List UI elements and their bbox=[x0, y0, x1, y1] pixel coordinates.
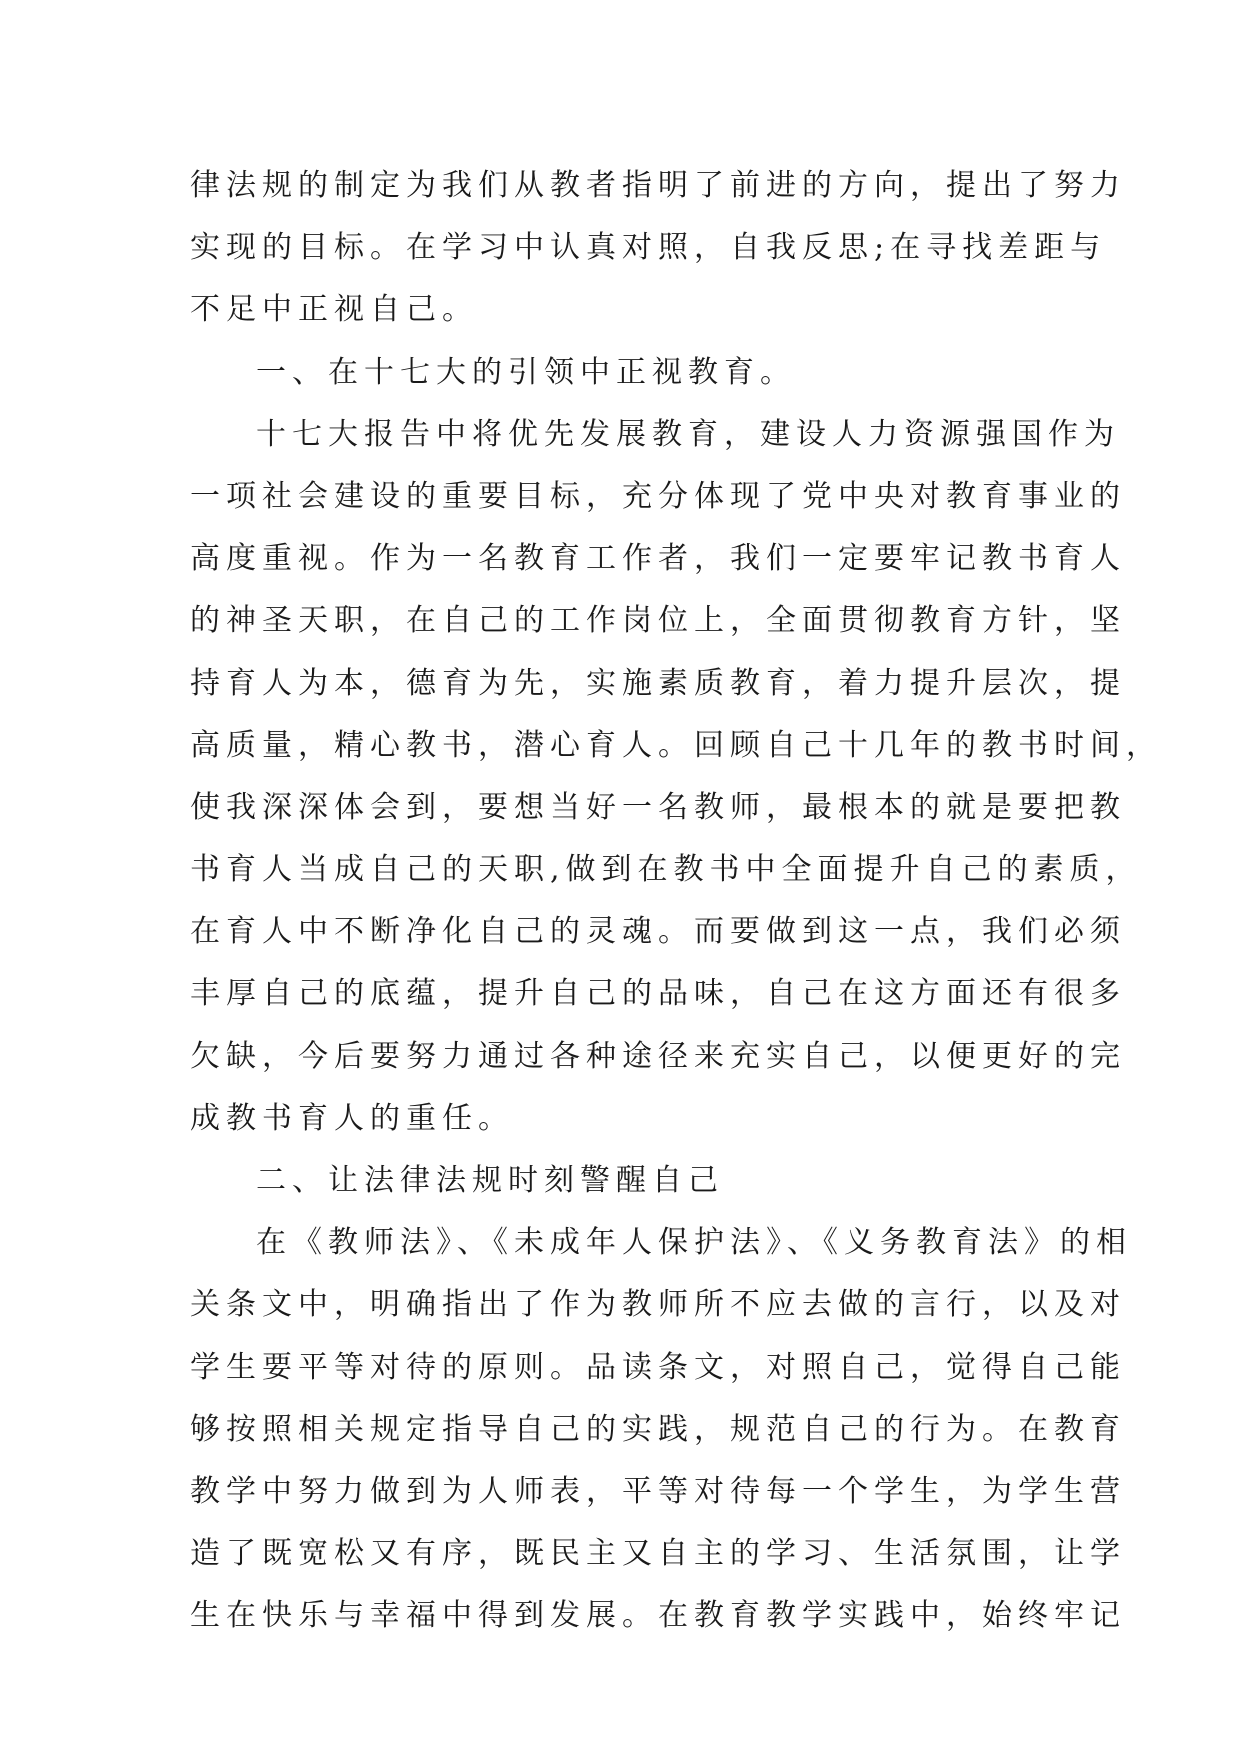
document-body bbox=[190, 155, 1162, 1648]
text-line: 高度重视。作为一名教育工作者，我们一定要牢记教书育人 bbox=[190, 541, 1126, 577]
text-line: 够按照相关规定指导自己的实践，规范自己的行为。在教育 bbox=[190, 1411, 1126, 1447]
text-line: 实现的目标。在学习中认真对照，自我反思;在寻找差距与 bbox=[190, 230, 1107, 266]
text-line: 在《教师法》、《未成年人保护法》、《义务教育法》的相 bbox=[256, 1225, 1132, 1261]
text-line: 学生要平等对待的原则。品读条文，对照自己，觉得自己能 bbox=[190, 1349, 1126, 1385]
text-line: 在育人中不断净化自己的灵魂。而要做到这一点，我们必须 bbox=[190, 914, 1126, 950]
text-line: 成教书育人的重任。 bbox=[190, 1100, 514, 1136]
text-line: 使我深深体会到，要想当好一名教师，最根本的就是要把教 bbox=[190, 789, 1126, 825]
text-line: 书育人当成自己的天职,做到在教书中全面提升自己的素质， bbox=[190, 852, 1142, 888]
text-line: 一项社会建设的重要目标，充分体现了党中央对教育事业的 bbox=[190, 478, 1126, 514]
text-line: 欠缺，今后要努力通过各种途径来充实自己，以便更好的完 bbox=[190, 1038, 1126, 1074]
text-line: 的神圣天职，在自己的工作岗位上，全面贯彻教育方针，坚 bbox=[190, 603, 1126, 639]
text-line: 不足中正视自己。 bbox=[190, 292, 478, 328]
text-line: 关条文中，明确指出了作为教师所不应去做的言行，以及对 bbox=[190, 1287, 1126, 1323]
text-line: 生在快乐与幸福中得到发展。在教育教学实践中，始终牢记 bbox=[190, 1598, 1126, 1634]
text-line: 律法规的制定为我们从教者指明了前进的方向，提出了努力 bbox=[190, 168, 1126, 203]
text-line: 教学中努力做到为人师表，平等对待每一个学生，为学生营 bbox=[190, 1473, 1126, 1509]
text-line: 造了既宽松又有序，既民主又自主的学习、生活氛围，让学 bbox=[190, 1536, 1126, 1572]
section-heading-1: 一、在十七大的引领中正视教育。 bbox=[256, 354, 796, 390]
text-line: 丰厚自己的底蕴，提升自己的品味，自己在这方面还有很多 bbox=[190, 976, 1126, 1012]
text-line: 持育人为本，德育为先，实施素质教育，着力提升层次，提 bbox=[190, 665, 1126, 701]
text-line: 十七大报告中将优先发展教育，建设人力资源强国作为 bbox=[256, 416, 1120, 452]
section-heading-2: 二、让法律法规时刻警醒自己 bbox=[256, 1163, 724, 1198]
text-line: 高质量，精心教书，潜心育人。回顾自己十几年的教书时间， bbox=[190, 727, 1162, 763]
